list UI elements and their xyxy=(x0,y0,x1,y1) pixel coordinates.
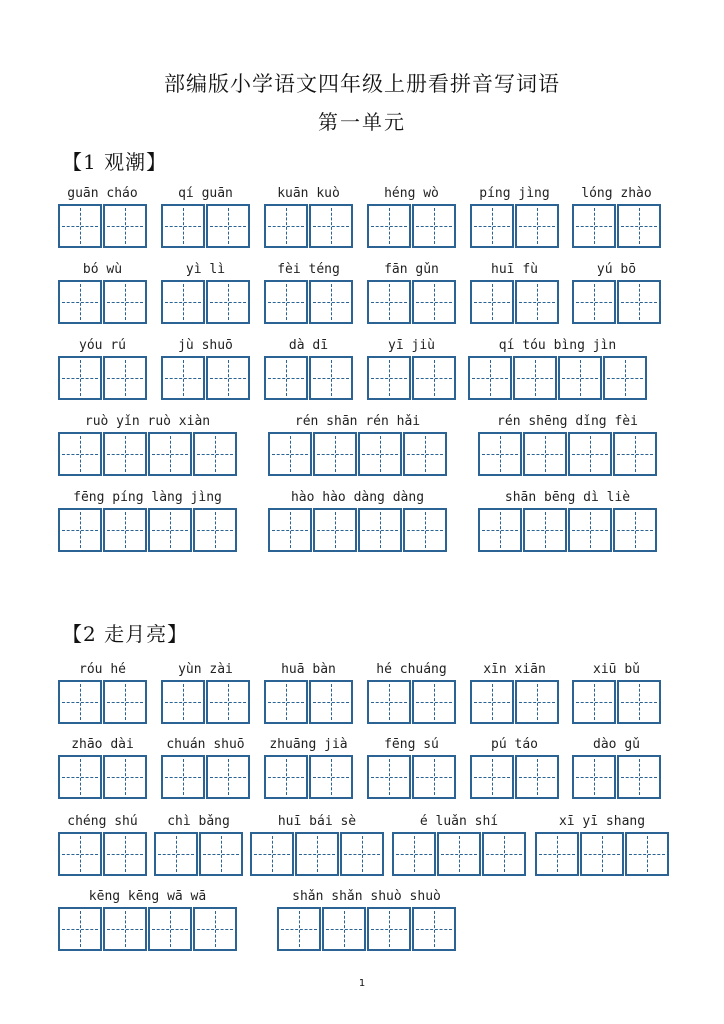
tianzige-cell[interactable] xyxy=(58,508,102,552)
tianzige-cell[interactable] xyxy=(403,508,447,552)
word-item xyxy=(161,737,250,801)
word-item xyxy=(470,186,559,250)
tianzige-cell[interactable] xyxy=(515,204,559,248)
word-item xyxy=(367,737,456,801)
tianzige-cell[interactable] xyxy=(58,204,102,248)
writing-grid xyxy=(58,508,237,552)
writing-grid xyxy=(367,356,456,400)
pinyin-label: chuán shuō xyxy=(166,737,245,752)
pinyin-label: pú táo xyxy=(491,737,538,752)
tianzige-cell[interactable] xyxy=(103,832,147,876)
pinyin-label: rén shēng dǐng fèi xyxy=(497,414,638,429)
tianzige-cell[interactable] xyxy=(309,755,353,799)
pinyin-label: yùn zài xyxy=(178,662,233,677)
pinyin-label: dà dī xyxy=(288,338,329,353)
tianzige-cell[interactable] xyxy=(603,356,647,400)
tianzige-cell[interactable] xyxy=(295,832,339,876)
word-item xyxy=(58,662,147,726)
writing-grid xyxy=(58,204,147,248)
word-item xyxy=(367,262,456,326)
tianzige-cell[interactable] xyxy=(470,204,514,248)
tianzige-cell[interactable] xyxy=(412,356,456,400)
word-item xyxy=(161,338,250,402)
word-item xyxy=(268,414,447,478)
tianzige-cell[interactable] xyxy=(558,356,602,400)
pinyin-label: fèi téng xyxy=(277,262,340,277)
tianzige-cell[interactable] xyxy=(515,680,559,724)
pinyin-label: qí guān xyxy=(178,186,233,201)
writing-grid xyxy=(268,508,447,552)
tianzige-cell[interactable] xyxy=(580,832,624,876)
tianzige-cell[interactable] xyxy=(470,680,514,724)
word-item xyxy=(478,490,657,554)
tianzige-cell[interactable] xyxy=(367,356,411,400)
word-item xyxy=(367,338,456,402)
word-item xyxy=(572,186,661,250)
writing-grid xyxy=(264,680,353,724)
writing-grid xyxy=(58,680,147,724)
pinyin-label: xīn xiān xyxy=(483,662,546,677)
writing-grid xyxy=(535,832,669,876)
pinyin-label: yī jiù xyxy=(388,338,435,353)
pinyin-label: fēng sú xyxy=(384,737,439,752)
tianzige-cell[interactable] xyxy=(482,832,526,876)
writing-grid xyxy=(264,755,353,799)
writing-grid xyxy=(154,832,243,876)
tianzige-cell[interactable] xyxy=(206,280,250,324)
pinyin-label: lóng zhào xyxy=(581,186,652,201)
page-title: 部编版小学语文四年级上册看拼音写词语 xyxy=(164,72,560,96)
tianzige-cell[interactable] xyxy=(568,508,612,552)
page-number: 1 xyxy=(358,978,366,989)
tianzige-cell[interactable] xyxy=(572,755,616,799)
tianzige-cell[interactable] xyxy=(58,280,102,324)
writing-grid xyxy=(161,204,250,248)
tianzige-cell[interactable] xyxy=(403,432,447,476)
tianzige-cell[interactable] xyxy=(148,432,192,476)
word-item xyxy=(470,737,559,801)
writing-grid xyxy=(367,280,456,324)
writing-grid xyxy=(264,280,353,324)
tianzige-cell[interactable] xyxy=(58,432,102,476)
pinyin-label: hé chuáng xyxy=(376,662,447,677)
tianzige-cell[interactable] xyxy=(523,508,567,552)
tianzige-cell[interactable] xyxy=(478,432,522,476)
tianzige-cell[interactable] xyxy=(515,755,559,799)
tianzige-cell[interactable] xyxy=(513,356,557,400)
writing-grid xyxy=(58,907,237,951)
word-item xyxy=(478,414,657,478)
word-item xyxy=(161,262,250,326)
tianzige-cell[interactable] xyxy=(470,755,514,799)
unit-title: 第一单元 xyxy=(318,110,406,134)
writing-grid xyxy=(58,432,237,476)
tianzige-cell[interactable] xyxy=(193,432,237,476)
word-item xyxy=(161,186,250,250)
tianzige-cell[interactable] xyxy=(264,204,308,248)
word-item xyxy=(58,414,237,478)
tianzige-cell[interactable] xyxy=(468,356,512,400)
tianzige-cell[interactable] xyxy=(264,755,308,799)
writing-grid xyxy=(392,832,526,876)
tianzige-cell[interactable] xyxy=(367,204,411,248)
pinyin-label: guān cháo xyxy=(67,186,138,201)
tianzige-cell[interactable] xyxy=(154,832,198,876)
tianzige-cell[interactable] xyxy=(617,680,661,724)
pinyin-label: chéng shú xyxy=(67,814,138,829)
tianzige-cell[interactable] xyxy=(367,280,411,324)
tianzige-cell[interactable] xyxy=(250,832,294,876)
pinyin-label: zhāo dài xyxy=(71,737,134,752)
pinyin-label: shān bēng dì liè xyxy=(504,490,631,505)
tianzige-cell[interactable] xyxy=(103,508,147,552)
tianzige-cell[interactable] xyxy=(206,204,250,248)
pinyin-label: zhuāng jià xyxy=(269,737,348,752)
tianzige-cell[interactable] xyxy=(103,356,147,400)
tianzige-cell[interactable] xyxy=(161,755,205,799)
pinyin-label: róu hé xyxy=(79,662,126,677)
tianzige-cell[interactable] xyxy=(264,280,308,324)
writing-grid xyxy=(264,204,353,248)
tianzige-cell[interactable] xyxy=(58,832,102,876)
tianzige-cell[interactable] xyxy=(309,680,353,724)
tianzige-cell[interactable] xyxy=(58,755,102,799)
tianzige-cell[interactable] xyxy=(264,356,308,400)
pinyin-label: shǎn shǎn shuò shuò xyxy=(292,889,441,904)
tianzige-cell[interactable] xyxy=(572,680,616,724)
tianzige-cell[interactable] xyxy=(103,280,147,324)
tianzige-cell[interactable] xyxy=(358,508,402,552)
tianzige-cell[interactable] xyxy=(617,204,661,248)
tianzige-cell[interactable] xyxy=(313,508,357,552)
tianzige-cell[interactable] xyxy=(340,832,384,876)
writing-grid xyxy=(470,755,559,799)
tianzige-cell[interactable] xyxy=(58,356,102,400)
tianzige-cell[interactable] xyxy=(103,755,147,799)
pinyin-label: xiū bǔ xyxy=(593,662,640,677)
word-item xyxy=(572,662,661,726)
word-item xyxy=(264,186,353,250)
tianzige-cell[interactable] xyxy=(535,832,579,876)
tianzige-cell[interactable] xyxy=(58,680,102,724)
tianzige-cell[interactable] xyxy=(322,907,366,951)
tianzige-cell[interactable] xyxy=(268,508,312,552)
word-item xyxy=(277,889,456,953)
word-item xyxy=(264,662,353,726)
word-item xyxy=(250,814,384,878)
tianzige-cell[interactable] xyxy=(206,680,250,724)
tianzige-cell[interactable] xyxy=(470,280,514,324)
word-item xyxy=(367,186,456,250)
pinyin-label: hào hào dàng dàng xyxy=(290,490,425,505)
pinyin-label: huā bàn xyxy=(281,662,336,677)
tianzige-cell[interactable] xyxy=(103,432,147,476)
tianzige-cell[interactable] xyxy=(206,356,250,400)
pinyin-label: píng jìng xyxy=(479,186,550,201)
writing-grid xyxy=(161,680,250,724)
writing-grid xyxy=(572,280,661,324)
tianzige-cell[interactable] xyxy=(523,432,567,476)
tianzige-cell[interactable] xyxy=(313,432,357,476)
writing-grid xyxy=(470,204,559,248)
tianzige-cell[interactable] xyxy=(103,680,147,724)
writing-grid xyxy=(161,280,250,324)
word-item xyxy=(572,262,661,326)
writing-grid xyxy=(58,832,147,876)
word-item xyxy=(470,262,559,326)
writing-grid xyxy=(572,680,661,724)
tianzige-cell[interactable] xyxy=(412,755,456,799)
word-item xyxy=(470,662,559,726)
tianzige-cell[interactable] xyxy=(392,832,436,876)
pinyin-label: dào gǔ xyxy=(593,737,640,752)
tianzige-cell[interactable] xyxy=(412,680,456,724)
tianzige-cell[interactable] xyxy=(568,432,612,476)
word-item xyxy=(392,814,526,878)
word-item xyxy=(154,814,243,878)
tianzige-cell[interactable] xyxy=(358,432,402,476)
writing-grid xyxy=(58,280,147,324)
tianzige-cell[interactable] xyxy=(515,280,559,324)
writing-grid xyxy=(367,755,456,799)
tianzige-cell[interactable] xyxy=(367,907,411,951)
tianzige-cell[interactable] xyxy=(613,508,657,552)
pinyin-label: chì bǎng xyxy=(167,814,230,829)
tianzige-cell[interactable] xyxy=(437,832,481,876)
tianzige-cell[interactable] xyxy=(58,907,102,951)
pinyin-label: jù shuō xyxy=(178,338,233,353)
pinyin-label: kuān kuò xyxy=(277,186,340,201)
word-item xyxy=(58,186,147,250)
writing-grid xyxy=(277,907,456,951)
pinyin-label: rén shān rén hǎi xyxy=(294,414,421,429)
tianzige-cell[interactable] xyxy=(161,356,205,400)
writing-grid xyxy=(161,755,250,799)
tianzige-cell[interactable] xyxy=(277,907,321,951)
tianzige-cell[interactable] xyxy=(309,280,353,324)
word-item xyxy=(572,737,661,801)
tianzige-cell[interactable] xyxy=(367,755,411,799)
tianzige-cell[interactable] xyxy=(617,280,661,324)
pinyin-label: fān gǔn xyxy=(384,262,439,277)
word-item xyxy=(58,737,147,801)
word-item xyxy=(58,338,147,402)
tianzige-cell[interactable] xyxy=(478,508,522,552)
word-item xyxy=(58,490,237,554)
writing-grid xyxy=(572,755,661,799)
writing-grid xyxy=(367,680,456,724)
tianzige-cell[interactable] xyxy=(148,508,192,552)
pinyin-label: héng wò xyxy=(384,186,439,201)
tianzige-cell[interactable] xyxy=(625,832,669,876)
pinyin-label: bó wù xyxy=(82,262,123,277)
pinyin-label: é luǎn shí xyxy=(419,814,499,829)
tianzige-cell[interactable] xyxy=(206,755,250,799)
word-item xyxy=(58,889,237,953)
pinyin-label: fēng píng làng jìng xyxy=(73,490,222,505)
tianzige-cell[interactable] xyxy=(103,907,147,951)
writing-grid xyxy=(468,356,647,400)
word-item xyxy=(58,262,147,326)
writing-grid xyxy=(572,204,661,248)
tianzige-cell[interactable] xyxy=(148,907,192,951)
pinyin-label: ruò yǐn ruò xiàn xyxy=(84,414,211,429)
pinyin-label: huī bái sè xyxy=(277,814,357,829)
pinyin-label: yóu rú xyxy=(79,338,126,353)
tianzige-cell[interactable] xyxy=(193,907,237,951)
writing-grid xyxy=(58,755,147,799)
tianzige-cell[interactable] xyxy=(193,508,237,552)
writing-grid xyxy=(268,432,447,476)
tianzige-cell[interactable] xyxy=(412,907,456,951)
writing-grid xyxy=(470,280,559,324)
word-item xyxy=(58,814,147,878)
tianzige-cell[interactable] xyxy=(161,280,205,324)
word-item xyxy=(161,662,250,726)
word-item xyxy=(535,814,669,878)
writing-grid xyxy=(161,356,250,400)
section-heading: 【2 走月亮】 xyxy=(62,622,189,646)
pinyin-label: kēng kēng wā wā xyxy=(88,889,207,904)
word-item xyxy=(468,338,647,402)
tianzige-cell[interactable] xyxy=(103,204,147,248)
tianzige-cell[interactable] xyxy=(199,832,243,876)
tianzige-cell[interactable] xyxy=(367,680,411,724)
tianzige-cell[interactable] xyxy=(613,432,657,476)
pinyin-label: yú bō xyxy=(596,262,637,277)
pinyin-label: huī fù xyxy=(491,262,538,277)
writing-grid xyxy=(367,204,456,248)
writing-grid xyxy=(58,356,147,400)
word-item xyxy=(268,490,447,554)
writing-grid xyxy=(470,680,559,724)
pinyin-label: yì lì xyxy=(185,262,226,277)
section-heading: 【1 观潮】 xyxy=(62,150,168,174)
word-item xyxy=(264,338,353,402)
tianzige-cell[interactable] xyxy=(309,356,353,400)
tianzige-cell[interactable] xyxy=(412,204,456,248)
tianzige-cell[interactable] xyxy=(268,432,312,476)
pinyin-label: xī yī shang xyxy=(558,814,646,829)
writing-grid xyxy=(250,832,384,876)
tianzige-cell[interactable] xyxy=(161,680,205,724)
writing-grid xyxy=(478,508,657,552)
tianzige-cell[interactable] xyxy=(572,204,616,248)
word-item xyxy=(264,262,353,326)
word-item xyxy=(264,737,353,801)
word-item xyxy=(367,662,456,726)
tianzige-cell[interactable] xyxy=(412,280,456,324)
tianzige-cell[interactable] xyxy=(617,755,661,799)
tianzige-cell[interactable] xyxy=(161,204,205,248)
tianzige-cell[interactable] xyxy=(309,204,353,248)
tianzige-cell[interactable] xyxy=(572,280,616,324)
writing-grid xyxy=(478,432,657,476)
pinyin-label: qí tóu bìng jìn xyxy=(498,338,617,353)
writing-grid xyxy=(264,356,353,400)
tianzige-cell[interactable] xyxy=(264,680,308,724)
